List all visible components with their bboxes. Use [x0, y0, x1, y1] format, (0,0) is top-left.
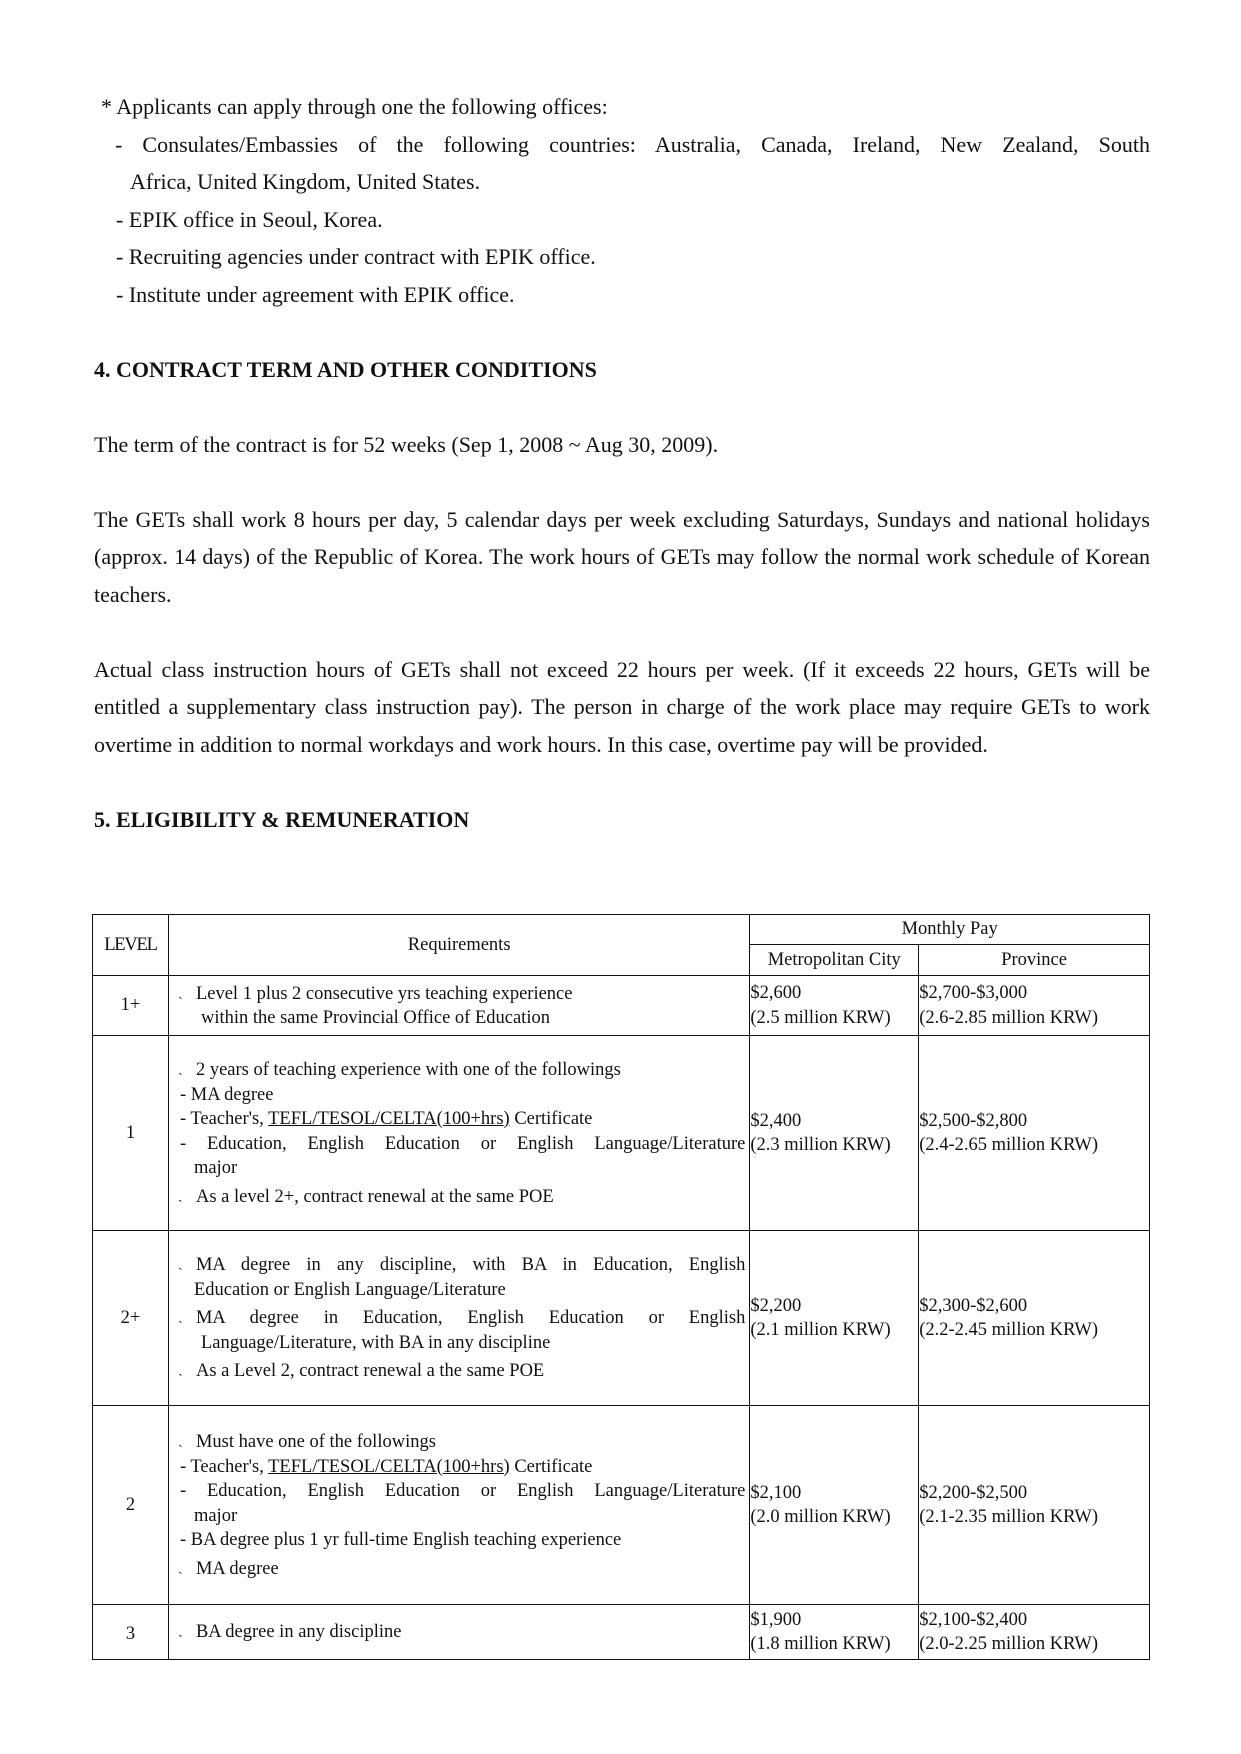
- province-pay-cell: [919, 976, 1150, 1036]
- requirement-item: ˎ BA degree in any discipline: [178, 1619, 745, 1645]
- contract-term-paragraph: The term of the contract is for 52 weeks (Sep 1, 2008 ~ Aug 30, 2009).: [94, 431, 719, 457]
- metro-pay-cell: [750, 1406, 919, 1605]
- metro-pay-krw: (2.1 million KRW): [750, 1320, 891, 1340]
- requirement-subitem: - BA degree plus 1 yr full-time English teaching experience: [179, 1530, 622, 1550]
- remuneration-table: [92, 914, 1150, 1660]
- monthly-pay-header: Monthly Pay: [750, 915, 1150, 945]
- requirements-cell: [168, 1406, 749, 1605]
- section-4-heading: 4. CONTRACT TERM AND OTHER CONDITIONS: [94, 356, 597, 382]
- metro-pay-krw: (1.8 million KRW): [750, 1634, 891, 1654]
- province-pay-usd: $2,500-$2,800: [919, 1110, 1028, 1131]
- requirement-item-cont: Education or English Language/Literature: [193, 1279, 506, 1300]
- bullet-icon: ˎ: [177, 1061, 183, 1076]
- bullet-icon: ˎ: [177, 1187, 183, 1203]
- metro-pay-cell: [750, 1231, 919, 1406]
- province-pay-cell: [919, 1406, 1150, 1605]
- table-row: [93, 1231, 1150, 1406]
- requirement-item: ˎ 2 years of teaching experience with one of the followings: [178, 1057, 745, 1083]
- table-row: [93, 1036, 1150, 1231]
- level-header: LEVEL: [93, 915, 169, 976]
- requirement-subitem: - Teacher's, TEFL/TESOL/CELTA(100+hrs) Certificate: [179, 1109, 593, 1129]
- requirements-cell: [168, 976, 749, 1036]
- table-row: [93, 976, 1150, 1036]
- metro-pay-krw: (2.5 million KRW): [750, 1007, 891, 1028]
- province-pay-krw: (2.6-2.85 million KRW): [919, 1007, 1099, 1028]
- apply-item-recruiting-agencies: - Recruiting agencies under contract with EPIK office.: [116, 244, 596, 269]
- table-row: [93, 1605, 1150, 1660]
- requirement-item: ˎ MA degree in any discipline, with BA in Education, English: [178, 1252, 745, 1278]
- requirement-subitem-cont: major: [193, 1158, 238, 1178]
- bullet-icon: ˎ: [177, 1433, 183, 1448]
- metro-pay-usd: $2,400: [750, 1110, 802, 1131]
- province-pay-krw: (2.1-2.35 million KRW): [919, 1507, 1099, 1527]
- requirement-item-cont: Language/Literature, with BA in any discipline: [200, 1332, 551, 1353]
- province-pay-krw: (2.4-2.65 million KRW): [919, 1135, 1099, 1155]
- bullet-icon: ˎ: [177, 1362, 183, 1378]
- metro-pay-usd: $2,200: [750, 1295, 802, 1316]
- province-pay-usd: $2,700-$3,000: [919, 983, 1028, 1003]
- bullet-icon: ˎ: [177, 1559, 183, 1575]
- level-cell: 1: [93, 1036, 169, 1231]
- requirements-cell: [168, 1605, 749, 1660]
- metro-pay-cell: [750, 1036, 919, 1231]
- level-cell: 3: [93, 1605, 169, 1660]
- metro-city-header: Metropolitan City: [750, 945, 919, 976]
- requirement-item: ˎ MA degree in Education, English Education or English: [178, 1305, 745, 1331]
- province-pay-usd: $2,300-$2,600: [919, 1295, 1028, 1316]
- province-pay-cell: [919, 1231, 1150, 1406]
- apply-item-consulates-cont: Africa, United Kingdom, United States.: [130, 169, 481, 194]
- requirement-subitem: - Education, English Education or English Language/Literature: [179, 1481, 746, 1501]
- requirement-subitem: - Teacher's, TEFL/TESOL/CELTA(100+hrs) Certificate: [179, 1456, 593, 1477]
- requirement-item: ˎ As a Level 2, contract renewal a the same POE: [178, 1358, 745, 1384]
- apply-item-consulates: - Consulates/Embassies of the following countries: Australia, Canada, Ireland, New Zealand, South: [115, 131, 1150, 157]
- requirement-subitem: - Education, English Education or English Language/Literature: [179, 1133, 746, 1154]
- requirement-subitem-cont: major: [193, 1505, 238, 1526]
- requirement-item: ˎ MA degree: [178, 1556, 745, 1582]
- province-pay-usd: $2,100-$2,400: [919, 1609, 1028, 1630]
- metro-pay-krw: (2.3 million KRW): [750, 1135, 891, 1155]
- table-row: [93, 1406, 1150, 1605]
- metro-pay-cell: [750, 1605, 919, 1660]
- province-header: Province: [919, 945, 1150, 976]
- province-pay-usd: $2,200-$2,500: [919, 1482, 1028, 1503]
- instruction-hours-paragraph: Actual class instruction hours of GETs shall not exceed 22 hours per week. (If it exceeds 22 hours, GETs will be entitled a supplementary class instruction pay). The person in charge of the work place may require GETs to work overtime in addition to normal workdays and work hours. In this case, overtime pay will be provided.: [94, 656, 1150, 757]
- requirement-subitem: - MA degree: [179, 1084, 274, 1105]
- province-pay-krw: (2.2-2.45 million KRW): [919, 1320, 1099, 1340]
- metro-pay-krw: (2.0 million KRW): [750, 1507, 891, 1527]
- requirements-cell: [168, 1036, 749, 1231]
- section-5-heading: 5. ELIGIBILITY & REMUNERATION: [94, 806, 470, 832]
- metro-pay-usd: $2,600: [750, 983, 802, 1003]
- bullet-icon: ˎ: [177, 1623, 183, 1639]
- level-cell: 1+: [93, 976, 169, 1036]
- level-cell: 2+: [93, 1231, 169, 1406]
- requirement-item: ˎ As a level 2+, contract renewal at the same POE: [178, 1184, 745, 1210]
- province-pay-krw: (2.0-2.25 million KRW): [919, 1634, 1099, 1654]
- metro-pay-cell: [750, 976, 919, 1036]
- requirement-item: ˎ Level 1 plus 2 consecutive yrs teaching experience: [178, 981, 745, 1007]
- province-pay-cell: [919, 1036, 1150, 1231]
- work-hours-paragraph: The GETs shall work 8 hours per day, 5 calendar days per week excluding Saturdays, Sundays and national holidays (approx. 14 days) of the Republic of Korea. The work hours of GETs may follow the normal work schedule of Korean teachers.: [94, 506, 1150, 607]
- requirements-cell: [168, 1231, 749, 1406]
- metro-pay-usd: $1,900: [750, 1609, 802, 1630]
- table-header-row: [93, 915, 1150, 945]
- province-pay-cell: [919, 1605, 1150, 1660]
- requirements-header: Requirements: [168, 915, 749, 976]
- document-page: [94, 88, 1150, 838]
- apply-item-epik-office: - EPIK office in Seoul, Korea.: [116, 206, 383, 232]
- bullet-icon: ˎ: [177, 1309, 183, 1325]
- level-cell: 2: [93, 1406, 169, 1605]
- requirement-item-cont: within the same Provincial Office of Education: [200, 1008, 550, 1028]
- requirement-item: ˎ Must have one of the followings: [178, 1429, 745, 1455]
- apply-intro: * Applicants can apply through one the following offices:: [101, 94, 608, 119]
- bullet-icon: ˎ: [177, 1256, 183, 1272]
- apply-item-institute: - Institute under agreement with EPIK office.: [116, 281, 515, 307]
- bullet-icon: ˎ: [177, 984, 183, 1000]
- metro-pay-usd: $2,100: [750, 1482, 802, 1503]
